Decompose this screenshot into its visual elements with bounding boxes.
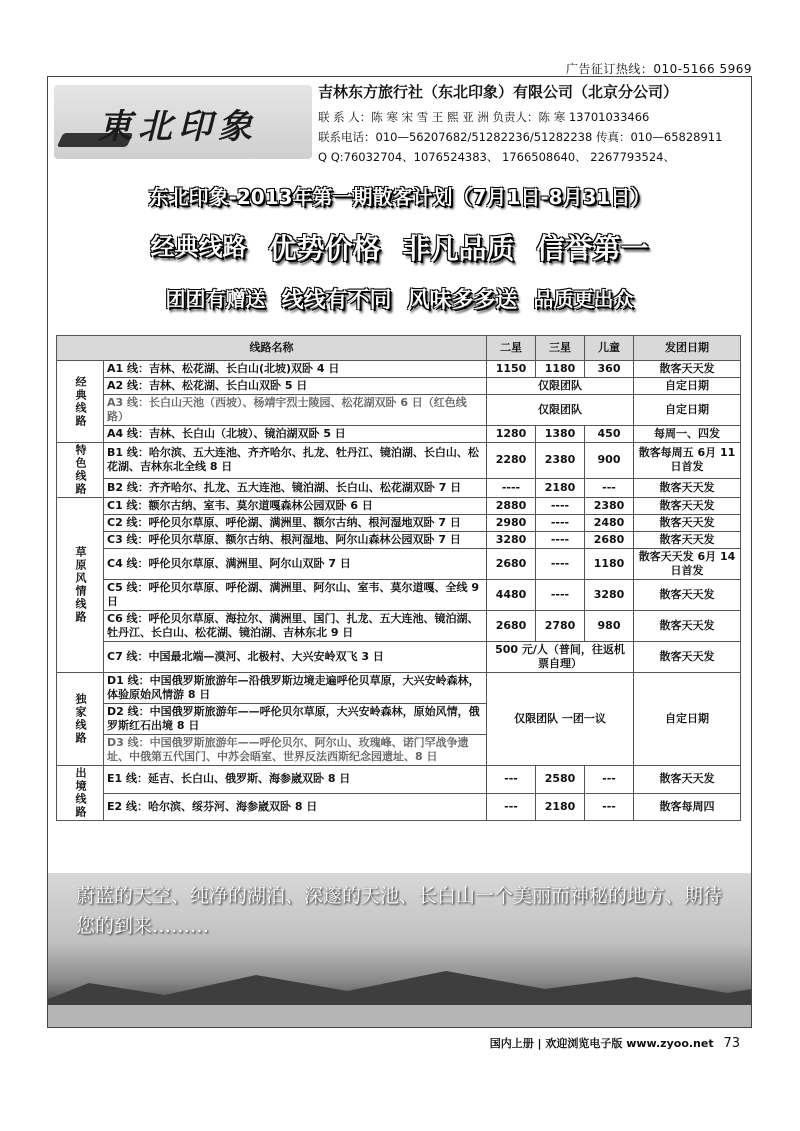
page-number: 73 bbox=[723, 1036, 740, 1051]
table-row bbox=[57, 498, 741, 515]
price-child: 1180 bbox=[585, 549, 634, 580]
price-two-star: ---- bbox=[487, 478, 536, 497]
contact-persons: 联 系 人：陈 寒 宋 雪 王 熙 亚 洲 负责人：陈 寒 13701033466 bbox=[318, 110, 650, 124]
category-outbound: 出境线路 bbox=[57, 766, 104, 821]
group-only-note: 仅限团队 bbox=[487, 378, 634, 395]
table-header-row bbox=[57, 336, 741, 361]
departure-date: 散客天天发 bbox=[634, 361, 741, 378]
banner-row-gifts bbox=[48, 283, 751, 314]
price-two-star: --- bbox=[487, 766, 536, 794]
departure-date: 散客天天发 bbox=[634, 611, 741, 642]
category-exclusive: 独家线路 bbox=[57, 673, 104, 766]
departure-date: 散客天天发 bbox=[634, 532, 741, 549]
group-negotiation-note: 仅限团队 一团一议 bbox=[487, 673, 634, 766]
banner-flavor: 风味多多送 bbox=[407, 288, 518, 313]
departure-date: 自定日期 bbox=[634, 395, 741, 426]
price-child: 900 bbox=[585, 443, 634, 479]
table-row bbox=[57, 478, 741, 497]
banner-best-price: 优势价格 bbox=[268, 232, 381, 265]
page-frame bbox=[47, 76, 752, 1028]
route-c7: C7 线：中国最北端—漠河、北极村、大兴安岭双飞 3 日 bbox=[104, 642, 487, 673]
plan-title: 东北印象-2013年第一期散客计划（7月1日-8月31日） bbox=[148, 185, 651, 209]
price-three-star: ---- bbox=[536, 515, 585, 532]
price-three-star: 1180 bbox=[536, 361, 585, 378]
banner-unique: 线线有不同 bbox=[281, 288, 392, 313]
agency-header bbox=[48, 77, 751, 169]
header-route-name: 线路名称 bbox=[57, 336, 487, 361]
banner-row-values bbox=[48, 227, 751, 267]
table-row bbox=[57, 443, 741, 479]
header-two-star: 二星 bbox=[487, 336, 536, 361]
price-child: 450 bbox=[585, 426, 634, 443]
table-row bbox=[57, 766, 741, 794]
table-row bbox=[57, 532, 741, 549]
category-classic: 经典线路 bbox=[57, 361, 104, 443]
price-two-star: 4480 bbox=[487, 580, 536, 611]
route-b1: B1 线：哈尔滨、五大连池、齐齐哈尔、扎龙、牡丹江、镜泊湖、长白山、松花湖、吉林东北全线 8 日 bbox=[104, 443, 487, 479]
price-child: --- bbox=[585, 793, 634, 821]
table-row bbox=[57, 549, 741, 580]
table-row bbox=[57, 580, 741, 611]
departure-date: 散客天天发 bbox=[634, 766, 741, 794]
price-child: 2380 bbox=[585, 498, 634, 515]
header-three-star: 三星 bbox=[536, 336, 585, 361]
logo-text: 東北印象 bbox=[98, 107, 258, 147]
route-c1: C1 线：额尔古纳、室韦、莫尔道嘎森林公园双卧 6 日 bbox=[104, 498, 487, 515]
price-child: 3280 bbox=[585, 580, 634, 611]
flight-price-note: 500 元/人（普间，往返机票自理） bbox=[487, 642, 634, 673]
price-child: 2680 bbox=[585, 532, 634, 549]
price-three-star: ---- bbox=[536, 549, 585, 580]
route-d2: D2 线：中国俄罗斯旅游年——呼伦贝尔草原，大兴安岭森林，原始风情，俄罗斯红石出境 8 日 bbox=[104, 704, 487, 735]
lake-water bbox=[48, 1005, 751, 1027]
brand-logo bbox=[54, 85, 312, 159]
price-three-star: 2180 bbox=[536, 478, 585, 497]
routes-table bbox=[56, 335, 741, 821]
price-two-star: 2880 bbox=[487, 498, 536, 515]
route-a1: A1 线：吉林、松花湖、长白山(北坡)双卧 4 日 bbox=[104, 361, 487, 378]
route-a4: A4 线：吉林、长白山（北坡）、镜泊湖双卧 5 日 bbox=[104, 426, 487, 443]
banner-credit: 信誉第一 bbox=[536, 232, 649, 265]
price-three-star: ---- bbox=[536, 532, 585, 549]
route-c2: C2 线：呼伦贝尔草原、呼伦湖、满洲里、额尔古纳、根河湿地双卧 7 日 bbox=[104, 515, 487, 532]
table-row bbox=[57, 642, 741, 673]
price-three-star: ---- bbox=[536, 498, 585, 515]
table-row bbox=[57, 611, 741, 642]
departure-date: 散客天天发 6月 14 日首发 bbox=[634, 549, 741, 580]
table-row bbox=[57, 426, 741, 443]
route-c4: C4 线：呼伦贝尔草原、满洲里、阿尔山双卧 7 日 bbox=[104, 549, 487, 580]
price-two-star: 1150 bbox=[487, 361, 536, 378]
table-row bbox=[57, 395, 741, 426]
promo-slogan: 蔚蓝的天空、纯净的湖泊、深邃的天池、长白山一个美丽而神秘的地方、期待您的到来……… bbox=[76, 885, 723, 937]
departure-date: 散客天天发 bbox=[634, 515, 741, 532]
route-c3: C3 线：呼伦贝尔草原、额尔古纳、根河湿地、阿尔山森林公园双卧 7 日 bbox=[104, 532, 487, 549]
header-departure-date: 发团日期 bbox=[634, 336, 741, 361]
price-two-star: 2980 bbox=[487, 515, 536, 532]
departure-date: 散客天天发 bbox=[634, 580, 741, 611]
contact-qq: Q Q:76032704、1076524383、 1766508640、 2267793524、 bbox=[318, 150, 675, 164]
route-e2: E2 线：哈尔滨、绥芬河、海参崴双卧 8 日 bbox=[104, 793, 487, 821]
price-child: 980 bbox=[585, 611, 634, 642]
route-b2: B2 线：齐齐哈尔、扎龙、五大连池、镜泊湖、长白山、松花湖双卧 7 日 bbox=[104, 478, 487, 497]
route-a3: A3 线：长白山天池（西坡）、杨靖宇烈士陵园、松花湖双卧 6 日（红色线路） bbox=[104, 395, 487, 426]
ad-hotline: 广告征订热线：010-5166 5969 bbox=[565, 62, 752, 76]
price-child: 360 bbox=[585, 361, 634, 378]
price-two-star: 2280 bbox=[487, 443, 536, 479]
category-featured: 特色线路 bbox=[57, 443, 104, 498]
landscape-photo bbox=[48, 873, 751, 1027]
banner-gift: 团团有赠送 bbox=[165, 287, 266, 311]
table-row bbox=[57, 378, 741, 395]
departure-date: 自定日期 bbox=[634, 673, 741, 766]
route-a2: A2 线：吉林、松花湖、长白山双卧 5 日 bbox=[104, 378, 487, 395]
departure-date: 散客天天发 bbox=[634, 498, 741, 515]
price-three-star: ---- bbox=[536, 580, 585, 611]
price-two-star: 2680 bbox=[487, 549, 536, 580]
table-row bbox=[57, 793, 741, 821]
table-row bbox=[57, 515, 741, 532]
price-three-star: 2580 bbox=[536, 766, 585, 794]
price-two-star: 2680 bbox=[487, 611, 536, 642]
banner-quality: 非凡品质 bbox=[402, 232, 515, 265]
route-d3: D3 线：中国俄罗斯旅游年——呼伦贝尔、阿尔山、玫瑰峰、诺门罕战争遗址、中俄第五代国门、中苏会晤室、世界反法西斯纪念园遗址、8 日 bbox=[104, 735, 487, 766]
route-c6: C6 线：呼伦贝尔草原、海拉尔、满洲里、国门、扎龙、五大连池、镜泊湖、牡丹江、长白山、松花湖、镜泊湖、吉林东北 9 日 bbox=[104, 611, 487, 642]
header-child: 儿童 bbox=[585, 336, 634, 361]
price-two-star: --- bbox=[487, 793, 536, 821]
contact-phones: 联系电话：010—56207682/51282236/51282238 传真：010—65828911 bbox=[318, 130, 723, 144]
price-child: --- bbox=[585, 478, 634, 497]
category-grassland: 草原风情线路 bbox=[57, 498, 104, 673]
departure-date: 散客天天发 bbox=[634, 642, 741, 673]
route-d1: D1 线：中国俄罗斯旅游年—沿俄罗斯边境走遍呼伦贝草原，大兴安岭森林，体验原始风情游 8 日 bbox=[104, 673, 487, 704]
price-two-star: 1280 bbox=[487, 426, 536, 443]
route-e1: E1 线：延吉、长白山、俄罗斯、海参崴双卧 8 日 bbox=[104, 766, 487, 794]
footer-text: 国内上册 | 欢迎浏览电子版 www.zyoo.net bbox=[489, 1037, 714, 1050]
banner-better-quality: 品质更出众 bbox=[533, 287, 634, 311]
departure-date: 散客每周五 6月 11 日首发 bbox=[634, 443, 741, 479]
price-child: --- bbox=[585, 766, 634, 794]
company-name: 吉林东方旅行社（东北印象）有限公司（北京分公司） bbox=[318, 83, 679, 101]
price-three-star: 2780 bbox=[536, 611, 585, 642]
price-three-star: 2180 bbox=[536, 793, 585, 821]
price-two-star: 3280 bbox=[487, 532, 536, 549]
group-only-note: 仅限团队 bbox=[487, 395, 634, 426]
route-c5: C5 线：呼伦贝尔草原、呼伦湖、满洲里、阿尔山、室韦、莫尔道嘎、全线 9 日 bbox=[104, 580, 487, 611]
departure-date: 散客天天发 bbox=[634, 478, 741, 497]
departure-date: 每周一、四发 bbox=[634, 426, 741, 443]
mountain-silhouette bbox=[48, 967, 751, 1007]
price-three-star: 1380 bbox=[536, 426, 585, 443]
banner-classic-route: 经典线路 bbox=[150, 233, 247, 261]
table-row bbox=[57, 673, 741, 704]
page-footer bbox=[490, 1035, 740, 1051]
table-row bbox=[57, 361, 741, 378]
price-three-star: 2380 bbox=[536, 443, 585, 479]
departure-date: 自定日期 bbox=[634, 378, 741, 395]
departure-date: 散客每周四 bbox=[634, 793, 741, 821]
price-child: 2480 bbox=[585, 515, 634, 532]
